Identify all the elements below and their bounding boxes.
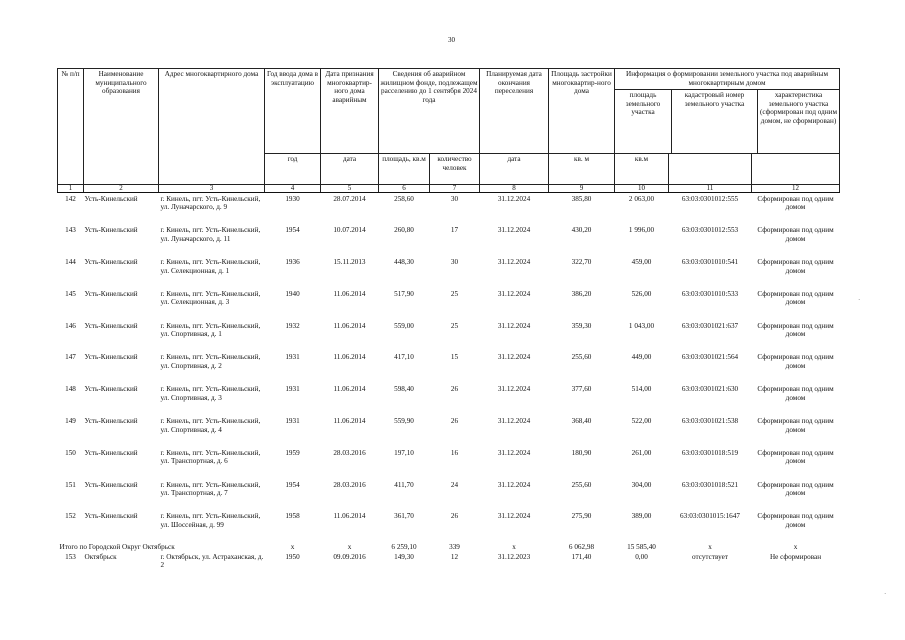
cell-land-characteristic: Сформирован под одним домом: [757, 289, 834, 307]
cell-plan-date: 31.12.2024: [497, 226, 531, 235]
cell-people-count: 26: [450, 385, 459, 394]
cell-housing-area: 417,10: [394, 353, 414, 362]
cell-land-area: 449,00: [631, 353, 652, 362]
cell-plan-date: 31.12.2024: [497, 417, 531, 426]
cell-land-characteristic: Сформирован под одним домом: [757, 226, 834, 243]
column-number: 1: [58, 185, 84, 193]
cell-housing-area: 258,60: [394, 194, 414, 203]
cell-building-area: 255,60: [571, 480, 592, 489]
total-area: 6 259,10: [391, 542, 417, 551]
cell-municipality: Усть-Кинельский: [84, 512, 138, 521]
total-label: Итого по Городской Округ Октябрьск: [59, 542, 175, 551]
cell-municipality: Усть-Кинельский: [84, 480, 138, 489]
cell-land-area: 459,00: [631, 258, 652, 267]
cell-plan-date: 31.12.2024: [497, 194, 531, 203]
unit-characteristic: [752, 154, 840, 185]
cell-recognition-date: 28.03.2016: [333, 480, 366, 489]
cell-recognition-date: 11.06.2014: [333, 353, 366, 362]
cell-cadastral-number: 63:03:0301018:519: [681, 448, 739, 457]
cell-land-area: 261,00: [631, 448, 652, 457]
cell-plan-date: 31.12.2024: [497, 512, 531, 521]
cell-row-number: 151: [65, 480, 76, 489]
cell-housing-area: 260,80: [394, 226, 414, 235]
header-year: Год ввода дома в эксплуатацию: [265, 69, 321, 154]
total-row: [58, 543, 840, 552]
cell-people-count: 25: [450, 321, 459, 330]
cell-people-count: 17: [450, 226, 459, 235]
cell-cadastral-number: отсутствует: [692, 552, 728, 561]
cell-land-area: 0,00: [635, 552, 648, 561]
cell-year-built: 1931: [285, 353, 300, 362]
cell-municipality: Усть-Кинельский: [84, 226, 138, 235]
cell-cadastral-number: 63:03:0301021:564: [681, 353, 739, 362]
header-number: № п/п: [58, 69, 84, 185]
cell-recognition-date: 11.06.2014: [333, 417, 366, 426]
cell-housing-area: 197,10: [394, 448, 414, 457]
header-land-info: [615, 69, 840, 154]
header-land-area: площадь земельного участка: [615, 90, 672, 153]
cell-plan-date: 31.12.2024: [497, 385, 531, 394]
cell-address: г. Кинель, пгт. Усть-Кинельский, ул. Спортивная, д. 1: [160, 321, 261, 339]
cell-recognition-date: 28.07.2014: [333, 194, 366, 203]
cell-building-area: 255,60: [571, 353, 592, 362]
unit-people: количество человек: [430, 154, 480, 185]
header-recognition-date: Дата признания многоквартир-ного дома аварийным: [321, 69, 379, 154]
total-build: 6 062,98: [568, 542, 595, 551]
cell-municipality: Усть-Кинельский: [84, 417, 138, 426]
cell-year-built: 1931: [285, 385, 300, 394]
cell-cadastral-number: 63:03:0301010:541: [681, 258, 739, 267]
cell-address: г. Кинель, пгт. Усть-Кинельский, ул. Спортивная, д. 3: [160, 385, 261, 402]
cell-land-characteristic: Сформирован под одним домом: [757, 385, 834, 402]
cell-row-number: 152: [65, 512, 76, 521]
table-row: [58, 225, 840, 257]
cell-land-characteristic: Сформирован под одним домом: [757, 448, 834, 466]
column-number: 2: [84, 185, 159, 193]
unit-date: дата: [321, 154, 379, 185]
cell-building-area: 180,90: [571, 448, 592, 457]
cell-plan-date: 31.12.2024: [497, 258, 531, 267]
cell-housing-area: 559,00: [394, 321, 414, 330]
cell-cadastral-number: 63:03:0301018:521: [681, 480, 739, 489]
cell-housing-area: 149,30: [394, 552, 414, 561]
cell-cadastral-number: 63:03:0301021:538: [681, 417, 739, 426]
total-year: x: [290, 542, 295, 551]
cell-building-area: 386,20: [571, 289, 592, 298]
unit-year: год: [265, 154, 321, 185]
cell-land-characteristic: Сформирован под одним домом: [757, 194, 834, 212]
cell-year-built: 1950: [285, 552, 300, 561]
table-header: [58, 69, 840, 193]
total-cad: x: [708, 542, 712, 551]
total-plan: x: [512, 542, 516, 551]
unit-cadastral: [669, 154, 752, 185]
cell-plan-date: 31.12.2024: [497, 353, 531, 362]
cell-building-area: 275,90: [571, 512, 592, 521]
cell-land-characteristic: Сформирован под одним домом: [757, 480, 834, 498]
cell-year-built: 1936: [285, 258, 300, 267]
cell-building-area: 430,20: [571, 226, 592, 235]
cell-address: г. Кинель, пгт. Усть-Кинельский, ул. Транспортная, д. 7: [160, 480, 261, 498]
cell-people-count: 30: [450, 258, 459, 267]
column-numbers-row: [58, 185, 840, 193]
cell-row-number: 153: [65, 552, 76, 561]
cell-plan-date: 31.12.2024: [497, 289, 531, 298]
cell-people-count: 24: [450, 480, 459, 489]
page-number: 30: [448, 36, 455, 44]
cell-year-built: 1954: [285, 226, 300, 235]
cell-people-count: 25: [450, 289, 459, 298]
unit-plan-date: дата: [480, 154, 549, 185]
cell-land-characteristic: Сформирован под одним домом: [757, 258, 834, 275]
table-row: [58, 193, 840, 225]
cell-address: г. Октябрьск, ул. Астраханская, д. 2: [160, 552, 264, 570]
cell-people-count: 15: [450, 353, 459, 362]
header-land-characteristic: характеристика земельного участка (сформирован под одним домом, не сформирован): [759, 91, 838, 125]
cell-land-area: 514,00: [631, 385, 652, 394]
cell-municipality: Усть-Кинельский: [84, 321, 138, 330]
cell-housing-area: 411,70: [394, 480, 414, 489]
cell-people-count: 16: [450, 448, 459, 457]
cell-land-characteristic: Сформирован под одним домом: [757, 353, 834, 371]
cell-municipality: Октябрьск: [84, 552, 117, 561]
column-number: 7: [430, 185, 480, 193]
header-land-info-title: Информация о формировании земельного участка под аварийным многоквартирным домом: [615, 69, 839, 90]
table-row: [58, 320, 840, 352]
cell-people-count: 26: [450, 417, 459, 426]
header-cadastral: кадастровый номер земельного участка: [672, 90, 758, 153]
cell-plan-date: 31.12.2024: [497, 480, 531, 489]
cell-year-built: 1930: [285, 194, 300, 203]
cell-year-built: 1958: [285, 512, 300, 521]
cell-people-count: 12: [450, 552, 459, 561]
table-body: [58, 193, 840, 573]
cell-cadastral-number: 63:03:0301012:555: [681, 194, 739, 203]
unit-land-area: кв.м: [615, 154, 669, 185]
cell-building-area: 368,40: [571, 417, 592, 426]
cell-cadastral-number: 63:03:0301021:637: [681, 321, 739, 330]
cell-building-area: 322,70: [571, 258, 592, 267]
column-number: 12: [752, 185, 840, 193]
cell-plan-date: 31.12.2024: [497, 321, 531, 330]
header-address: Адрес многоквартирного дома: [159, 69, 265, 185]
table-row: [58, 288, 840, 320]
cell-address: г. Кинель, пгт. Усть-Кинельский, ул. Шоссейная, д. 99: [160, 512, 261, 530]
cell-housing-area: 448,30: [394, 258, 414, 267]
column-number: 9: [549, 185, 615, 193]
cell-address: г. Кинель, пгт. Усть-Кинельский, ул. Луначарского, д. 11: [160, 226, 261, 243]
header-municipality: Наименование муниципального образования: [84, 69, 159, 185]
cell-municipality: Усть-Кинельский: [84, 353, 138, 362]
cell-row-number: 142: [65, 194, 76, 203]
cell-building-area: 171,40: [571, 552, 592, 561]
cell-row-number: 150: [65, 448, 76, 457]
cell-municipality: Усть-Кинельский: [84, 194, 138, 203]
cell-year-built: 1931: [285, 417, 300, 426]
cell-row-number: 148: [65, 385, 76, 394]
cell-land-characteristic: Сформирован под одним домом: [757, 417, 834, 434]
cell-land-area: 304,00: [631, 480, 652, 489]
table-row: [58, 352, 840, 384]
table-row: [58, 384, 840, 416]
column-number: 5: [321, 185, 379, 193]
cell-land-area: 526,00: [631, 289, 652, 298]
cell-recognition-date: 15.11.2013: [333, 258, 366, 267]
column-number: 3: [159, 185, 265, 193]
cell-year-built: 1954: [285, 480, 300, 489]
cell-land-area: 1 996,00: [628, 226, 655, 235]
cell-plan-date: 31.12.2023: [497, 552, 531, 561]
cell-building-area: 359,30: [571, 321, 592, 330]
cell-land-area: 1 043,00: [628, 321, 655, 330]
cell-municipality: Усть-Кинельский: [84, 448, 138, 457]
column-number: 6: [379, 185, 430, 193]
cell-row-number: 147: [65, 353, 76, 362]
cell-recognition-date: 10.07.2014: [333, 226, 366, 235]
cell-year-built: 1940: [285, 289, 300, 298]
total-char: x: [793, 542, 798, 551]
cell-cadastral-number: 63:03:0301015:1647: [680, 512, 740, 521]
cell-recognition-date: 11.06.2014: [333, 289, 366, 298]
cell-people-count: 30: [450, 194, 459, 203]
unit-building-area: кв. м: [549, 154, 615, 185]
cell-recognition-date: 28.03.2016: [333, 448, 366, 457]
column-number: 4: [265, 185, 321, 193]
cell-address: г. Кинель, пгт. Усть-Кинельский, ул. Спортивная, д. 4: [160, 417, 261, 434]
cell-land-characteristic: Не сформирован: [769, 552, 822, 561]
table-row: [58, 511, 840, 543]
cell-land-characteristic: Сформирован под одним домом: [757, 512, 834, 530]
cell-row-number: 143: [65, 226, 76, 235]
cell-land-characteristic: Сформирован под одним домом: [757, 321, 834, 339]
header-housing-info: Сведения об аварийном жилищном фонде, подлежащем расселению до 1 сентября 2024 года: [379, 69, 480, 154]
cell-row-number: 145: [65, 289, 76, 298]
cell-municipality: Усть-Кинельский: [84, 385, 138, 394]
cell-address: г. Кинель, пгт. Усть-Кинельский, ул. Транспортная, д. 6: [160, 448, 261, 466]
cell-recognition-date: 11.06.2014: [333, 385, 366, 394]
cell-recognition-date: 11.06.2014: [333, 321, 366, 330]
cell-land-area: 389,00: [631, 512, 652, 521]
cell-housing-area: 361,70: [394, 512, 414, 521]
cell-address: г. Кинель, пгт. Усть-Кинельский, ул. Луначарского, д. 9: [160, 194, 261, 212]
cell-cadastral-number: 63:03:0301010:533: [681, 289, 739, 298]
cell-land-area: 2 063,00: [628, 194, 655, 203]
column-number: 11: [669, 185, 752, 193]
total-land: 15 585,40: [627, 542, 656, 551]
cell-plan-date: 31.12.2024: [497, 448, 531, 457]
cell-address: г. Кинель, пгт. Усть-Кинельский, ул. Спортивная, д. 2: [160, 353, 261, 371]
unit-area: площадь, кв.м: [379, 154, 430, 185]
column-number: 8: [480, 185, 549, 193]
table-row: [58, 551, 840, 573]
cell-municipality: Усть-Кинельский: [84, 258, 138, 267]
cell-address: г. Кинель, пгт. Усть-Кинельский, ул. Селекционная, д. 3: [160, 289, 261, 307]
cell-building-area: 385,80: [571, 194, 592, 203]
table-row: [58, 257, 840, 289]
emergency-housing-table: [57, 68, 840, 573]
table-row: [58, 479, 840, 511]
cell-housing-area: 517,90: [394, 289, 414, 298]
table-row: [58, 447, 840, 479]
cell-year-built: 1959: [285, 448, 300, 457]
cell-year-built: 1932: [285, 321, 300, 330]
table-row: [58, 416, 840, 448]
cell-cadastral-number: 63:03:0301012:553: [681, 226, 739, 235]
cell-recognition-date: 09.09.2016: [333, 552, 366, 561]
cell-row-number: 149: [65, 417, 76, 426]
cell-building-area: 377,60: [571, 385, 592, 394]
cell-people-count: 26: [450, 512, 459, 521]
total-date: x: [347, 542, 352, 551]
cell-cadastral-number: 63:03:0301021:630: [681, 385, 739, 394]
cell-address: г. Кинель, пгт. Усть-Кинельский, ул. Селекционная, д. 1: [160, 258, 261, 275]
cell-recognition-date: 11.06.2014: [333, 512, 366, 521]
cell-housing-area: 598,40: [394, 385, 414, 394]
cell-row-number: 146: [65, 321, 76, 330]
total-people: 339: [449, 542, 460, 551]
column-number: 10: [615, 185, 669, 193]
cell-municipality: Усть-Кинельский: [84, 289, 138, 298]
header-plan-date: Планируемая дата окончания переселения: [480, 69, 549, 154]
cell-row-number: 144: [65, 258, 76, 267]
cell-land-area: 522,00: [631, 417, 652, 426]
cell-housing-area: 559,90: [394, 417, 414, 426]
header-building-area: Площадь застройки многоквартир-ного дома: [549, 69, 615, 154]
